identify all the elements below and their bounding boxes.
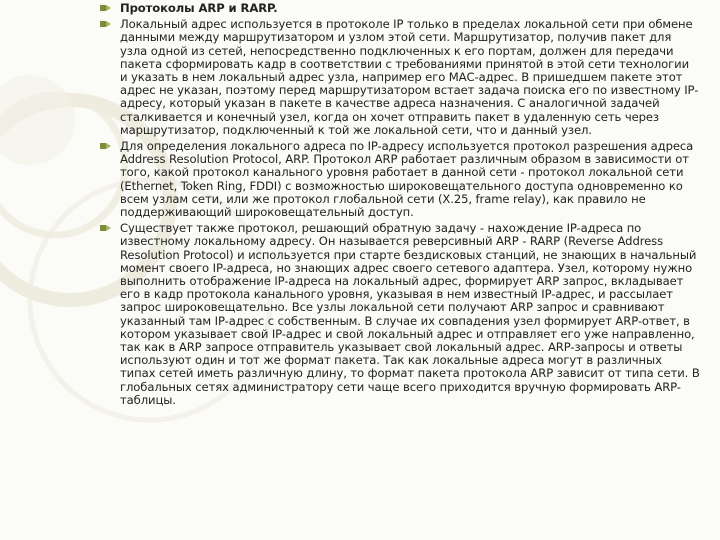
bullet-item xyxy=(100,140,700,219)
bullet-text: Локальный адрес используется в протоколе IP только в пределах локальной сети при обмене данными между маршрутизатором и узлом этой сети. Маршрутизатор, получив пакет для узла одной из сетей, непосредственно подключенных к его портам, должен для передачи пакета сформировать кадр в соответствии с требованиями принятой в этой сети технологии и указать в нем локальный адрес узла, например его МАС-адрес. В пришедшем пакете этот адрес не указан, поэтому перед маршрутизатором встает задача поиска его по известному IP-адресу, который указан в пакете в качестве адреса назначения. С аналогичной задачей сталкивается и конечный узел, когда он хочет отправить пакет в удаленную сеть через маршрутизатор, подключенный к той же локальной сети, что и данный узел. xyxy=(120,17,699,137)
square-wing-bullet-icon xyxy=(100,4,111,13)
square-wing-bullet-icon xyxy=(100,142,111,151)
bullet-list xyxy=(100,2,700,407)
bullet-text: Для определения локального адреса по IP-адресу используется протокол разрешения адреса Address Resolution Protocol, ARP. Протокол ARP работает различным образом в зависимости от того, какой протокол канального уровня работает в данной сети - протокол локальной сети (Ethernet, Token Ring, FDDI) с возможностью широковещательного доступа одновременно ко всем узлам сети, или же протокол глобальной сети (Х.25, frame relay), как правило не поддерживающий широковещательный доступ. xyxy=(120,139,694,220)
bullet-item xyxy=(100,222,700,407)
bullet-text: Протоколы ARP и RARP. xyxy=(120,1,278,15)
square-wing-bullet-icon xyxy=(100,20,111,29)
slide-content xyxy=(100,2,700,410)
bullet-item-title xyxy=(100,2,700,15)
square-wing-bullet-icon xyxy=(100,224,111,233)
bullet-item xyxy=(100,18,700,137)
bullet-text: Существует также протокол, решающий обратную задачу - нахождение IP-адреса по известному локальному адресу. Он называется реверсивный ARP - RARP (Reverse Address Resolution Protocol) и используется при старте бездисковых станций, не знающих в начальный момент своего IP-адреса, но знающих адрес своего сетевого адаптера. Узел, которому нужно выполнить отображение IP-адреса на локальный адрес, формирует ARP запрос, вкладывает его в кадр протокола канального уровня, указывая в нем известный IP-адрес, и рассылает запрос широковещательно. Все узлы локальной сети получают ARP запрос и сравнивают указанный там IP-адрес с собственным. В случае их совпадения узел формирует ARP-ответ, в котором указывает свой IP-адрес и свой локальный адрес и отправляет его уже направленно, так как в ARP запросе отправитель указывает свой локальный адрес. ARP-запросы и ответы используют один и тот же формат пакета. Так как локальные адреса могут в различных типах сетей иметь различную длину, то формат пакета протокола ARP зависит от типа сети. В глобальных сетях администратору сети чаще всего приходится вручную формировать ARP-таблицы. xyxy=(120,221,700,407)
